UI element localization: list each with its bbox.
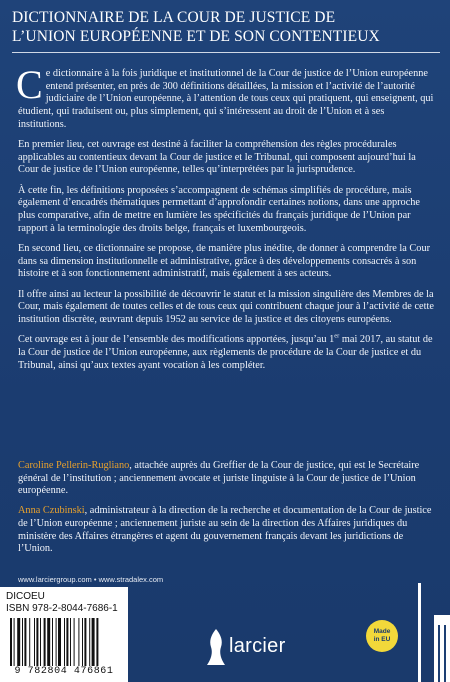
author-bio-1 xyxy=(18,460,434,498)
paragraph-4: En second lieu, ce dictionnaire se propose, de manière plus inédite, de donner à comprendre la Cour dans sa dimension institutionnelle et administrative, grâce à des développements consacrés à son histoire et à son fonctionnement administratif, mais également à ses acteurs. xyxy=(18,242,431,280)
paragraph-6-b: mai 2017, au statut de la Cour de justice de l’Union européenne, aux règlements de procédure de la Cour de justice et du Tribunal, ainsi qu’aux textes ayant vocation à les compléter. xyxy=(18,334,433,371)
publisher-logo xyxy=(205,627,325,667)
barcode-icon xyxy=(10,618,122,666)
title-divider xyxy=(12,52,440,53)
column-emblem-icon xyxy=(414,565,450,682)
larcier-emblem-icon xyxy=(205,627,227,667)
drop-cap: C xyxy=(16,62,43,107)
author-bios xyxy=(18,460,434,563)
badge-line-2: in EU xyxy=(373,636,391,643)
badge-line-1: Made xyxy=(373,628,391,635)
paragraph-6-a: Cet ouvrage est à jour de l’ensemble des modifications apportées, jusqu’au 1 xyxy=(18,334,335,346)
paragraph-5: Il offre ainsi au lecteur la possibilité de découvrir le statut et la mission singulière des Membres de la Cour, mais également de toutes celles et de tous ceux qui contribuent chaque jour à l’activité de cette institution discrète, œuvrant depuis 1952 au service de la justice et des citoyens européens. xyxy=(18,288,434,325)
made-in-eu-badge xyxy=(366,620,398,652)
author-bio-text: , administrateur à la direction de la recherche et documentation de la Cour de justice de l’Union européenne ; anciennement juriste au sein de la direction des Affaires juridiques du ministère des Affaires étrangères et agent du gouvernement français devant les juridictions de l’Union. xyxy=(18,505,432,555)
superscript-er: er xyxy=(334,332,340,340)
isbn: ISBN 978-2-8044-7686-1 xyxy=(6,603,118,614)
book-title xyxy=(12,8,442,46)
product-code: DICOEU xyxy=(6,591,45,602)
author-bio-text: , attachée auprès du Greffier de la Cour de justice, qui est le Secrétaire général de l’institution ; anciennement avocate et juriste linguiste à la Cour de justice de l’Union européenne. xyxy=(18,460,420,497)
title-line-1: DICTIONNAIRE DE LA COUR DE JUSTICE DE xyxy=(12,9,336,26)
paragraph-3: À cette fin, les définitions proposées s’accompagnent de schémas simplifiés de procédure, mais également d’encadrés thématiques permettant d’approfondir certaines notions, dans une approche plus comparative, afin de mettre en lumière les spécificités du français juridique de l’Union par rapport à la terminologie des droits belge, français et luxembourgeois. xyxy=(18,184,420,234)
blurb xyxy=(16,62,434,380)
paragraph-6 xyxy=(18,334,434,372)
paragraph-1-text: e dictionnaire à la fois juridique et institutionnel de la Cour de justice de l’Union européenne entend présenter, en près de 300 définitions détaillées, la mission et l’activité de l’autorité judiciaire de l’Union européenne, à l’attention de tous ceux qui pratiquent, qui enseignent, qui étudient, qui traduisent ou, plus simplement, qui s’intéressent au droit de l’Union et à ses institutions. xyxy=(18,68,434,130)
paragraph-2: En premier lieu, cet ouvrage est destiné à faciliter la compréhension des règles procédurales applicables au contentieux devant la Cour de justice et le Tribunal, qui composent aujourd’hui la Cour de justice de l’Union européenne, telles qu’interprétées par la jurisprudence. xyxy=(18,139,416,176)
barcode-digits: 9 782804 476861 xyxy=(14,666,114,677)
author-name: Anna Czubinski xyxy=(18,505,85,517)
author-bio-2 xyxy=(18,505,434,556)
paragraph-1 xyxy=(16,62,434,132)
title-line-2: L’UNION EUROPÉENNE ET DE SON CONTENTIEUX xyxy=(12,28,380,45)
author-name: Caroline Pellerin-Rugliano xyxy=(18,460,130,471)
website-links: www.larciergroup.com • www.stradalex.com xyxy=(18,575,164,584)
publisher-name: larcier xyxy=(229,635,286,657)
